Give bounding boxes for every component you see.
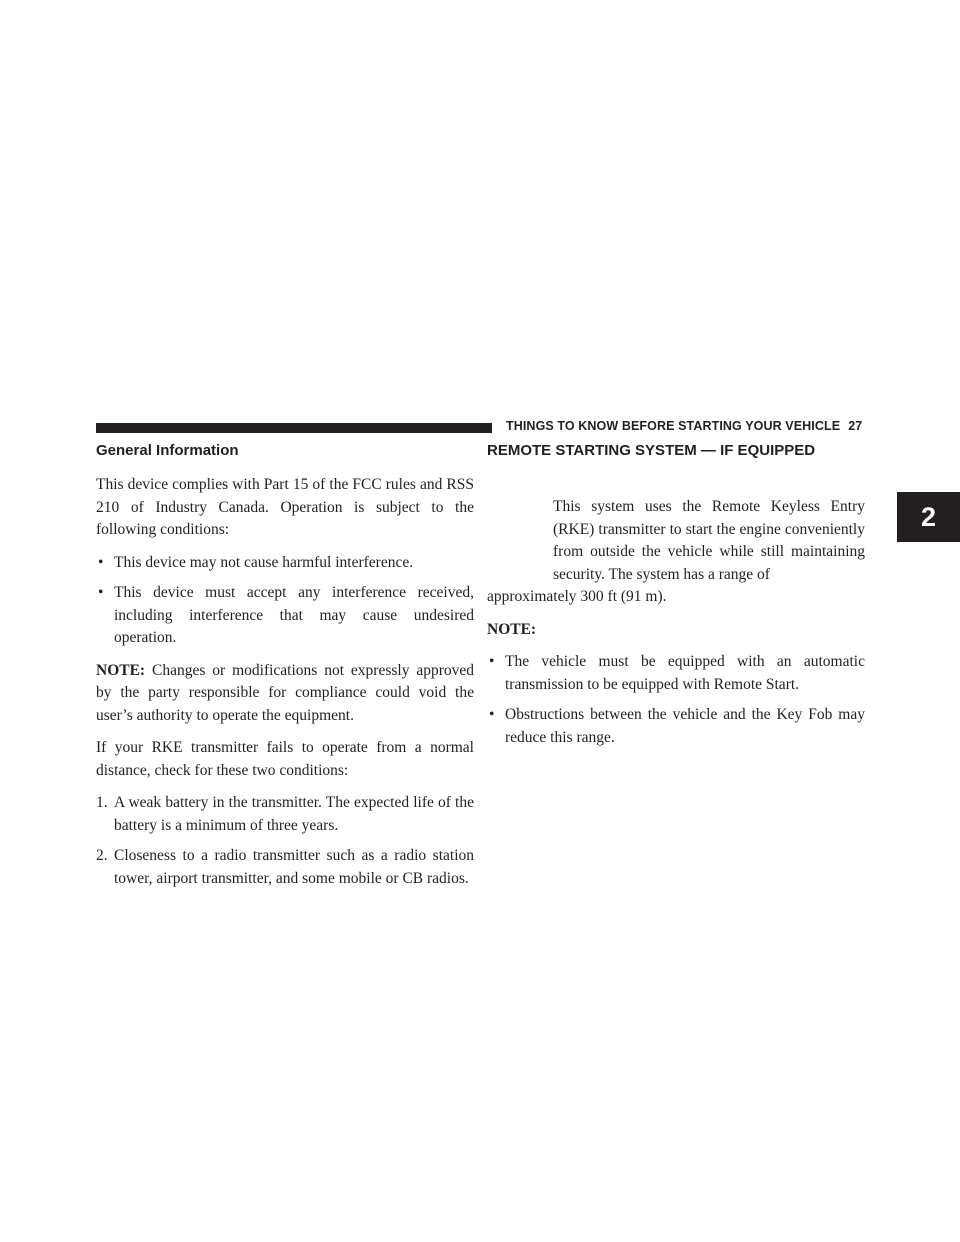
section-heading-remote-starting: REMOTE STARTING SYSTEM — IF EQUIPPED xyxy=(487,442,816,459)
list-item-text: This device must accept any interference received, including interference that may cause undesired operation. xyxy=(114,584,474,646)
remote-start-intro-tail: approximately 300 ft (91 m). xyxy=(487,588,667,605)
numbered-list xyxy=(96,792,474,890)
section-heading-general-information: General Information xyxy=(96,442,239,459)
page-number: 27 xyxy=(848,419,863,433)
list-number: 1. xyxy=(96,794,108,811)
remote-start-intro-text: This system uses the Remote Keyless Entry (RKE) transmitter to start the engine conveniently from outside the vehicle while still maintaining security. The system has a range of xyxy=(553,498,865,583)
fail-paragraph: If your RKE transmitter fails to operate from a normal distance, check for these two conditions: xyxy=(96,739,474,779)
remote-start-intro xyxy=(487,496,865,609)
conditions-bullet-list xyxy=(96,552,474,650)
bullet-icon: • xyxy=(489,706,495,723)
running-header xyxy=(506,419,866,433)
compliance-paragraph: This device complies with Part 15 of the FCC rules and RSS 210 of Industry Canada. Operation is subject to the following conditions: xyxy=(96,476,474,538)
bullet-icon: • xyxy=(98,553,104,571)
note-text: Changes or modifications not expressly approved by the party responsible for compliance could void the user’s authority to operate the equipment. xyxy=(96,661,475,724)
remote-start-bullet-list xyxy=(487,651,865,749)
list-item-text: Obstructions between the vehicle and the Key Fob may reduce this range. xyxy=(505,706,865,746)
list-item xyxy=(96,845,474,890)
list-item xyxy=(96,792,474,837)
list-item xyxy=(487,704,865,749)
note-paragraph xyxy=(96,660,474,728)
list-item xyxy=(96,582,474,650)
chapter-tab: 2 xyxy=(897,492,960,542)
header-rule xyxy=(96,423,492,433)
bullet-icon: • xyxy=(489,653,495,670)
list-item-text: A weak battery in the transmitter. The expected life of the battery is a minimum of three years. xyxy=(114,794,474,834)
list-item xyxy=(96,552,474,575)
list-item-text: The vehicle must be equipped with an automatic transmission to be equipped with Remote Start. xyxy=(505,653,865,693)
bullet-icon: • xyxy=(98,584,104,601)
note-label: NOTE: xyxy=(96,661,146,679)
note-label: NOTE: xyxy=(487,620,537,638)
list-item-text: Closeness to a radio transmitter such as a radio station tower, airport transmitter, and some mobile or CB radios. xyxy=(114,847,474,887)
list-item-text: This device may not cause harmful interference. xyxy=(114,553,414,571)
right-column xyxy=(487,440,865,759)
running-header-title: THINGS TO KNOW BEFORE STARTING YOUR VEHICLE xyxy=(506,419,841,433)
list-item xyxy=(487,651,865,696)
left-column xyxy=(96,440,474,898)
list-number: 2. xyxy=(96,847,108,864)
